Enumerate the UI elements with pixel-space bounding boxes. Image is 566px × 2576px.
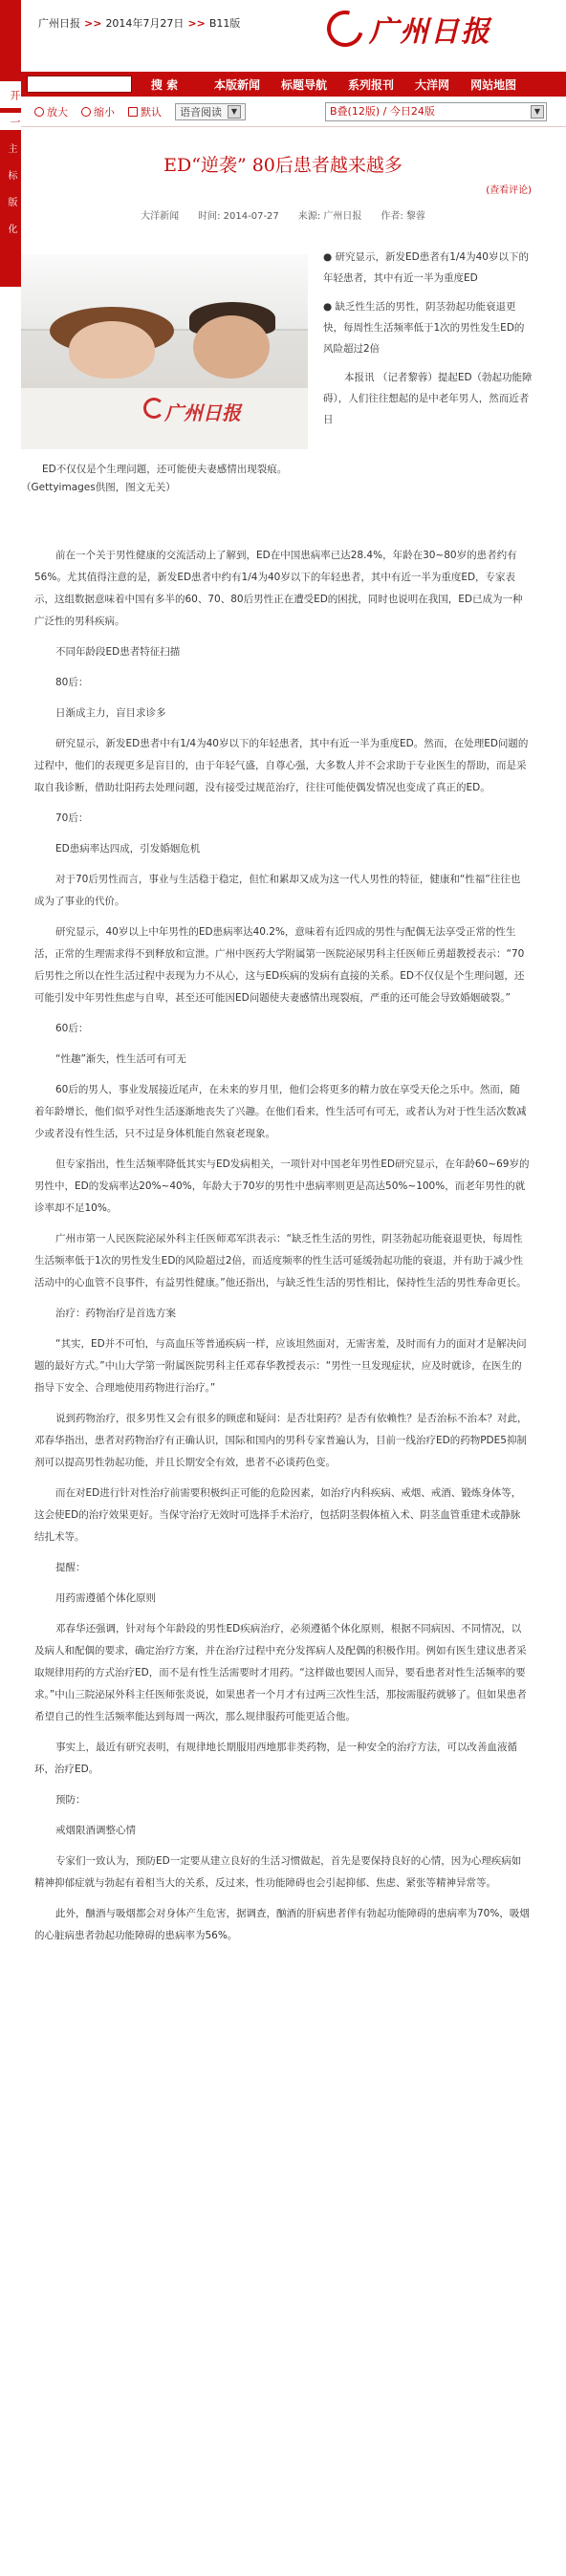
default-label: 默认 xyxy=(141,106,162,119)
watermark-logo-icon xyxy=(143,398,164,419)
breadcrumb-paper[interactable]: 广州日报 xyxy=(38,17,80,30)
section-heading: 不同年龄段ED患者特征扫描 xyxy=(55,646,181,658)
left-tab-open[interactable]: 开 xyxy=(0,81,21,108)
breadcrumb-date[interactable]: 2014年7月27日 xyxy=(105,17,185,30)
article-body xyxy=(34,545,530,1956)
subheading: 60后： xyxy=(55,1023,89,1034)
paragraph: 对于70后男性而言，事业与生活稳于稳定，但忙和累却又成为这一代人男性的特征，健康和“性福”往往也成为了事业的代价。 xyxy=(34,874,521,907)
article-lead xyxy=(323,247,533,438)
paragraph: “其实，ED并不可怕，与高血压等普通疾病一样，应该坦然面对，无需害羞，及时而有力的面对才是解决问题的最好方式。”中山大学第一附属医院男科主任邓春华教授表示：“男性一旦发现症状，应及时就诊，在医生的指导下安全、合理地使用药物进行治疗。” xyxy=(34,1338,527,1394)
left-strip-text: 主 xyxy=(6,143,16,153)
nav-item-series[interactable]: 系列报刊 xyxy=(348,77,395,92)
search-input[interactable] xyxy=(27,76,132,93)
paragraph: 但专家指出，性生活频率降低其实与ED发病相关，一项针对中国老年男性ED研究显示，在年龄60~69岁的男性中，ED的发病率达20%~40%，年龄大于70岁的男性中患病率则更是高达50%~100%，而老年男性的就诊率却不足10%。 xyxy=(34,1158,530,1214)
left-strip-text: 标 xyxy=(6,170,16,180)
zoom-in-button[interactable] xyxy=(34,104,68,119)
paragraph: 专家们一致认为，预防ED一定要从建立良好的生活习惯做起，首先是要保持良好的心情，因为心理疾病如精神抑郁症就与勃起有着相当大的关系，反过来，性功能障碍也会引起抑郁、焦虑、紧张等精神异常等。 xyxy=(34,1855,522,1889)
subheading: 预防： xyxy=(55,1794,86,1806)
left-strip-text: 化 xyxy=(6,224,16,233)
paragraph: 前在一个关于男性健康的交流活动上了解到，ED在中国患病率已达28.4%，年龄在30~80岁的患者约有56%。尤其值得注意的是，新发ED患者中约有1/4为40岁以下的年轻患者，其中有近一半为重度ED，专家表示，这组数据意味着中国有多半的60、70、80后男性正在遭受ED的困扰，同时也说明在我国，ED已成为一种广泛性的男科疾病。 xyxy=(34,550,523,627)
nav-item-sitemap[interactable]: 网站地图 xyxy=(470,77,517,92)
paragraph: 邓春华还强调，针对每个年龄段的男性ED疾病治疗，必须遵循个体化原则，根据不同病因、不同情况，以及病人和配偶的要求，确定治疗方案，并在治疗过程中充分发挥病人及配偶的积极作用。例如有医生建议患者采取规律用药的方式治疗ED，而不是有性生活需要时才用药。“这样做也要因人而异，要看患者对性生活频率的要求。”中山三院泌尿外科主任医师张炎说，如果患者一个月才有过两三次性生活，那按需服药就够了。但如果患者希望自己的性生活频率能达到每周一两次，那么规律服药可能更适合他。 xyxy=(34,1623,527,1722)
paragraph: 而在对ED进行针对性治疗前需要积极纠正可能的危险因素，如治疗内科疾病、戒烟、戒酒、锻炼身体等，这会使ED的治疗效果更好。当保守治疗无效时可选择手术治疗，包括阴茎假体植入术、阴茎血管重建术或静脉结扎术等。 xyxy=(34,1487,522,1543)
paragraph: 事实上，最近有研究表明，有规律地长期服用西地那非类药物，是一种安全的治疗方法，可以改善血液循环，治疗ED。 xyxy=(34,1742,517,1775)
voice-reading-label: 语音阅读 xyxy=(180,106,222,119)
zoom-out-button[interactable] xyxy=(81,104,115,119)
paragraph: 研究显示，40岁以上中年男性的ED患病率达40.2%，意味着有近四成的男性与配偶无法享受正常的性生活，正常的生理需求得不到释放和宣泄。广州中医药大学附属第一医院泌尿男科主任医师丘勇超教授表示：“70后男性之所以在性生活过程中表现为力不从心，这与ED疾病的发病有直接的关系。ED不仅仅是个生理问题，还可能引发中年男性焦虑与自卑，甚至还可能因ED问题使夫妻感情出现裂痕，严重的还可能会导致婚姻破裂。” xyxy=(34,926,525,1004)
logo-mark-icon xyxy=(320,4,370,54)
nav-item-dayoo[interactable]: 大洋网 xyxy=(415,77,450,92)
paragraph: 此外，酗酒与吸烟都会对身体产生危害，据调查，酗酒的肝病患者伴有勃起功能障碍的患病率为70%，吸烟的心脏病患者勃起功能障碍的患病率为56%。 xyxy=(34,1908,530,1941)
breadcrumb xyxy=(38,15,240,31)
subheading: 提醒： xyxy=(55,1562,86,1573)
subheading: 戒烟限酒调整心情 xyxy=(55,1825,136,1836)
voice-reading-select[interactable] xyxy=(175,103,246,120)
article-meta: 大洋新闻 时间: 2014-07-27 来源: 广州日报 作者: 黎蓉 xyxy=(141,211,425,222)
view-comments-link[interactable]: (查看评论) xyxy=(486,185,532,196)
photo-figure xyxy=(69,321,155,379)
reset-icon xyxy=(128,107,138,117)
magnifier-plus-icon xyxy=(34,107,44,117)
left-strip-text: 版 xyxy=(6,197,16,206)
reading-toolbar xyxy=(21,101,566,122)
article-photo xyxy=(21,254,308,449)
issue-select[interactable] xyxy=(325,102,547,121)
lead-paragraph: 本报讯 （记者黎蓉）提起ED（勃起功能障碍），人们往往想起的是中老年男人，然而近者日 xyxy=(323,372,533,425)
breadcrumb-separator: >> xyxy=(84,16,102,30)
header-divider xyxy=(21,126,566,127)
subheading: 治疗：药物治疗是首选方案 xyxy=(55,1308,176,1319)
subheading: 70后： xyxy=(55,812,89,824)
chevron-down-icon: ▼ xyxy=(228,105,241,119)
article-title: ED“逆袭” 80后患者越来越多 xyxy=(163,155,403,176)
lead-point: ● 研究显示，新发ED患者有1/4为40岁以下的年轻患者，其中有近一半为重度ED xyxy=(323,251,529,284)
left-tab-one[interactable]: 一 xyxy=(0,113,21,130)
breadcrumb-separator: >> xyxy=(187,16,206,30)
zoom-out-label: 缩小 xyxy=(94,106,115,119)
paragraph: 说到药物治疗，很多男性又会有很多的顾虑和疑问：是否壮阳药？是否有依赖性？是否治标不治本？对此，邓春华指出，患者对药物治疗有正确认识，国际和国内的男科专家普遍认为，目前一线治疗ED的药物PDE5抑制剂可以提高男性勃起功能，并且长期安全有效，患者不必谈药色变。 xyxy=(34,1413,528,1468)
subheading: 80后： xyxy=(55,677,89,688)
subheading: 用药需遵循个体化原则 xyxy=(55,1592,156,1604)
subheading: 日渐成主力，盲目求诊多 xyxy=(55,707,166,719)
chevron-down-icon: ▼ xyxy=(531,105,544,119)
issue-select-value: B叠(12版) / 今日24版 xyxy=(330,105,435,118)
subheading: ED患病率达四成，引发婚姻危机 xyxy=(55,843,201,855)
default-size-button[interactable] xyxy=(128,104,162,119)
site-header xyxy=(21,0,566,92)
paragraph: 广州市第一人民医院泌尿外科主任医师邓军洪表示：“缺乏性生活的男性，阴茎勃起功能衰退更快，每周性生活频率低于1次的男性发生ED的风险超过2倍，而适度频率的性生活可延缓勃起功能的衰退，并有助于减少性活动中的心血管不良事件，有益男性健康。”他还指出，与缺乏性生活的男性相比，保持性生活的男性寿命更长。 xyxy=(34,1233,527,1288)
photo-caption: ED不仅仅是个生理问题，还可能使夫妻感情出现裂痕。（Gettyimages供图，图文无关） xyxy=(21,464,288,493)
nav-item-page-news[interactable]: 本版新闻 xyxy=(214,77,261,92)
paragraph: 研究显示，新发ED患者中有1/4为40岁以下的年轻患者，其中有近一半为重度ED。然而，在处理ED问题的过程中，他们的表现更多是盲目的，由于年轻气盛，自尊心强，大多数人并不会求助于专业医生的帮助，而是采取自我诊断，借助壮阳药去处理问题，没有接受过规范治疗，往往可能使偶发情况也变成了真正的ED。 xyxy=(34,738,529,793)
nav-item-title-nav[interactable]: 标题导航 xyxy=(281,77,328,92)
magnifier-minus-icon xyxy=(81,107,91,117)
breadcrumb-page[interactable]: B11版 xyxy=(208,17,241,30)
photo-figure xyxy=(193,315,270,379)
nav-bar xyxy=(21,72,566,97)
logo-text: 广州日报 xyxy=(369,15,491,49)
site-logo[interactable] xyxy=(327,8,491,50)
photo-watermark: 广州日报 xyxy=(164,401,241,424)
zoom-in-label: 放大 xyxy=(47,106,68,119)
left-red-strip xyxy=(0,0,21,287)
paragraph: 60后的男人，事业发展接近尾声，在未来的岁月里，他们会将更多的精力放在享受天伦之乐中。然而，随着年龄增长，他们似乎对性生活逐渐地丧失了兴趣。在他们看来，性生活可有可无，或者认为对于性生活次数减少或者没有性生活，只不过是身体机能自然衰老现象。 xyxy=(34,1084,527,1139)
search-button[interactable]: 搜 索 xyxy=(150,77,179,92)
subheading: “性趣”渐失，性生活可有可无 xyxy=(55,1053,186,1065)
lead-point: ● 缺乏性生活的男性，阴茎勃起功能衰退更快，每周性生活频率低于1次的男性发生ED的风险超过2倍 xyxy=(323,301,525,355)
